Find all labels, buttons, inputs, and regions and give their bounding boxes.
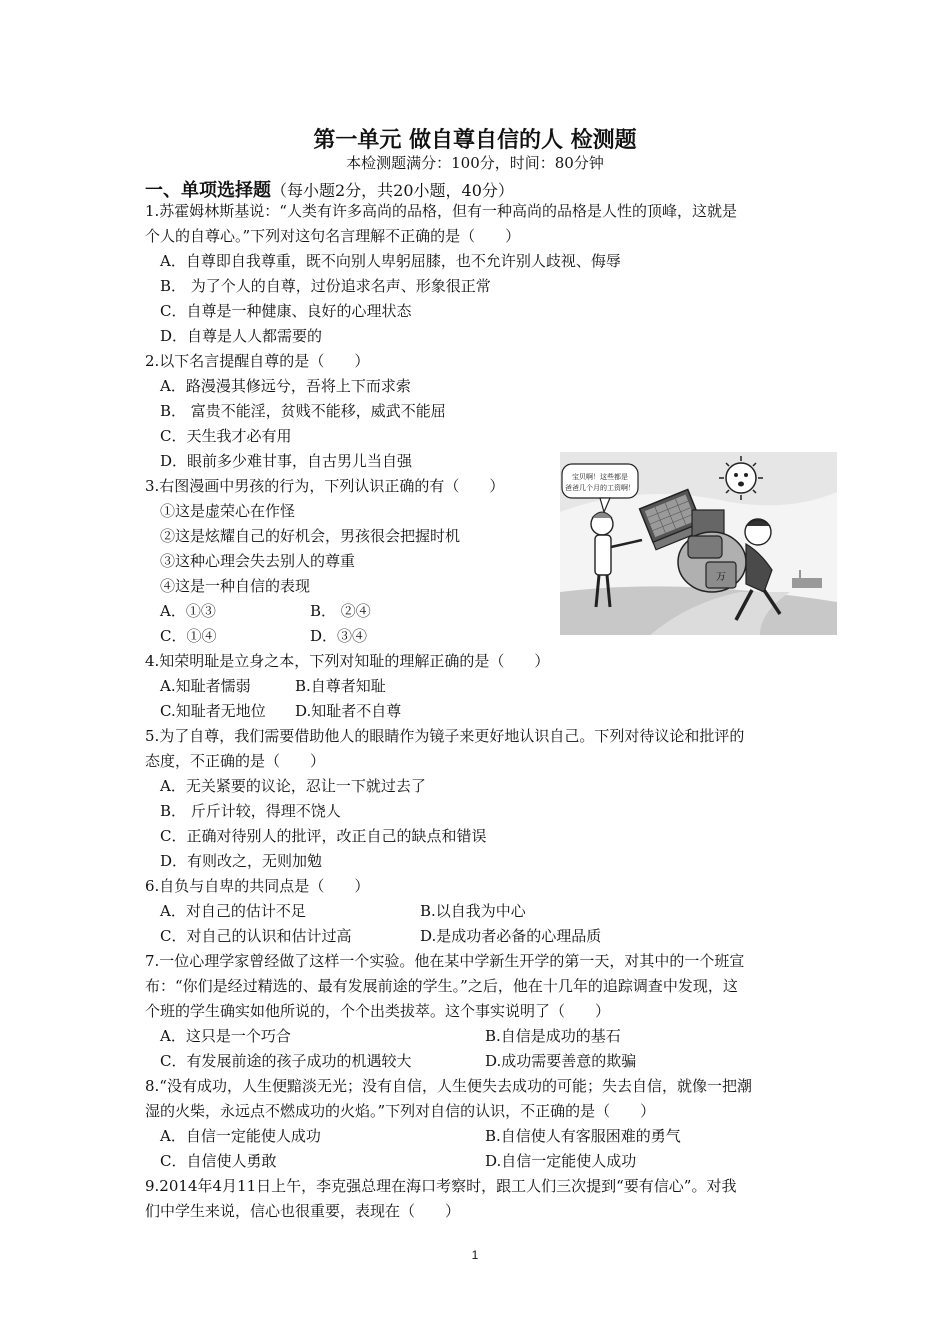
option-1d: D．自尊是人人都需要的 — [160, 327, 323, 345]
question-3: 3.右图漫画中男孩的行为，下列认识正确的有（ ） — [145, 477, 505, 495]
statement-3-2: ②这是炫耀自己的好机会，男孩很会把握时机 — [160, 527, 461, 545]
question-1-line-1: 1.苏霍姆林斯基说：“人类有许多高尚的品格，但有一种高尚的品格是人性的顶峰，这就是 — [145, 202, 737, 220]
option-3b: B． ②④ — [310, 602, 371, 620]
question-8-line-1: 8.“没有成功，人生便黯淡无光；没有自信，人生便失去成功的可能；失去自信，就像一把潮 — [145, 1077, 752, 1095]
question-2: 2.以下名言提醒自尊的是（ ） — [145, 352, 370, 370]
section-note: （每小题2分，共20小题，40分） — [271, 181, 514, 200]
option-8a: A．自信一定能使人成功 — [160, 1127, 321, 1145]
option-5d: D．有则改之，无则加勉 — [160, 852, 323, 870]
comic-illustration — [560, 452, 837, 635]
option-3c: C．①④ — [160, 627, 217, 645]
option-4b: B.自尊者知耻 — [295, 677, 386, 695]
page-number: 1 — [471, 1248, 479, 1262]
option-3a: A．①③ — [160, 602, 216, 620]
option-5a: A．无关紧要的议论，忍让一下就过去了 — [160, 777, 426, 795]
option-4c: C.知耻者无地位 — [160, 702, 266, 720]
question-8-line-2: 湿的火柴，永远点不燃成功的火焰。”下列对自信的认识，不正确的是（ ） — [145, 1102, 656, 1120]
question-7-line-2: 布：“你们是经过精选的、最有发展前途的学生。”之后，他在十几年的追踪调查中发现，这 — [145, 977, 738, 995]
option-8d: D.自信一定能使人成功 — [485, 1152, 637, 1170]
option-7c: C．有发展前途的孩子成功的机遇较大 — [160, 1052, 412, 1070]
option-2b: B． 富贵不能淫，贫贱不能移，威武不能屈 — [160, 402, 446, 420]
question-5-line-2: 态度，不正确的是（ ） — [145, 752, 326, 770]
question-7-line-1: 7.一位心理学家曾经做了这样一个实验。他在某中学新生开学的第一天，对其中的一个班宣 — [145, 952, 745, 970]
option-3d: D．③④ — [310, 627, 368, 645]
comic-speech-line-1: 宝贝啊！这些都是 — [572, 473, 628, 481]
option-5b: B． 斤斤计较，得理不饶人 — [160, 802, 341, 820]
option-1c: C．自尊是一种健康、良好的心理状态 — [160, 302, 412, 320]
question-5-line-1: 5.为了自尊，我们需要借助他人的眼睛作为镜子来更好地认识自己。下列对待议论和批评的 — [145, 727, 745, 745]
option-4a: A.知耻者懦弱 — [160, 677, 251, 695]
section-title: 一、单项选择题 — [145, 180, 271, 201]
option-1b: B． 为了个人的自尊，过份追求名声、形象很正常 — [160, 277, 491, 295]
page-title: 第一单元 做自尊自信的人 检测题 — [313, 128, 637, 153]
question-9-line-1: 9.2014年4月11日上午，李克强总理在海口考察时，跟工人们三次提到“要有信心”。对我 — [145, 1177, 737, 1195]
option-6a: A．对自己的估计不足 — [160, 902, 306, 920]
option-1a: A．自尊即自我尊重，既不向别人卑躬屈膝，也不允许别人歧视、侮辱 — [160, 252, 621, 270]
option-2a: A．路漫漫其修远兮，吾将上下而求索 — [160, 377, 411, 395]
question-4: 4.知荣明耻是立身之本，下列对知耻的理解正确的是（ ） — [145, 652, 550, 670]
option-6c: C．对自己的认识和估计过高 — [160, 927, 352, 945]
option-2c: C．天生我才必有用 — [160, 427, 292, 445]
question-1-line-2: 个人的自尊心。”下列对这句名言理解不正确的是（ ） — [145, 227, 521, 245]
option-7b: B.自信是成功的基石 — [485, 1027, 621, 1045]
statement-3-3: ③这种心理会失去别人的尊重 — [160, 552, 356, 570]
question-6: 6.自负与自卑的共同点是（ ） — [145, 877, 370, 895]
exam-info: 本检测题满分：100分，时间：80分钟 — [346, 154, 604, 172]
section-heading — [145, 176, 514, 202]
statement-3-4: ④这是一种自信的表现 — [160, 577, 311, 595]
statement-3-1: ①这是虚荣心在作怪 — [160, 502, 296, 520]
option-8b: B.自信使人有客服困难的勇气 — [485, 1127, 681, 1145]
question-7-line-3: 个班的学生确实如他所说的，个个出类拔萃。这个事实说明了（ ） — [145, 1002, 611, 1020]
option-6b: B.以自我为中心 — [420, 902, 526, 920]
option-4d: D.知耻者不自尊 — [295, 702, 402, 720]
option-6d: D.是成功者必备的心理品质 — [420, 927, 602, 945]
option-5c: C．正确对待别人的批评，改正自己的缺点和错误 — [160, 827, 487, 845]
comic-drawing — [560, 452, 837, 635]
comic-speech-line-2: 爸爸几个月的工资啊！ — [565, 484, 635, 492]
option-2d: D．眼前多少难甘事，自古男儿当自强 — [160, 452, 413, 470]
option-7d: D.成功需要善意的欺骗 — [485, 1052, 637, 1070]
question-9-line-2: 们中学生来说，信心也很重要，表现在（ ） — [145, 1202, 461, 1220]
comic-price-tag: 万 — [716, 572, 726, 583]
option-8c: C．自信使人勇敢 — [160, 1152, 277, 1170]
option-7a: A．这只是一个巧合 — [160, 1027, 291, 1045]
